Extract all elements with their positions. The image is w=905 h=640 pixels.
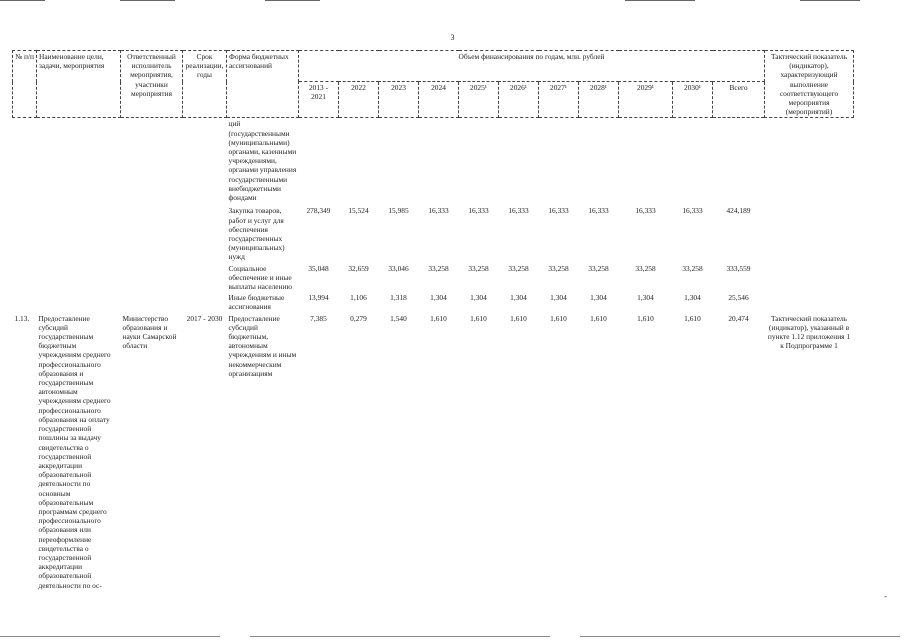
total-cell: 25,546 — [728, 293, 749, 303]
value-cell: 1,304 — [430, 293, 447, 303]
corner-mark: - — [884, 592, 887, 601]
table-row — [13, 292, 854, 312]
item-number: 1.13. — [14, 313, 30, 323]
value-cell: 16,333 — [508, 206, 529, 216]
top-rule — [625, 0, 695, 1]
value-cell: 33,258 — [682, 263, 703, 273]
total-cell: 333,559 — [726, 263, 751, 273]
value-cell: 13,994 — [308, 293, 329, 303]
value-cell: 33,046 — [388, 263, 409, 273]
year-header: 2026¹ — [499, 82, 539, 118]
page-number: 3 — [450, 33, 455, 42]
value-cell: 16,333 — [428, 206, 449, 216]
form-cell: ций (государственными (муниципальными) органами, казенными учреждениями, органами управления государственными внебюджетными фондами — [228, 119, 297, 203]
value-cell: 16,333 — [635, 206, 656, 216]
header-executor: Ответственный исполнитель мероприятия, участники мероприятия — [121, 51, 183, 118]
year-header: 2030¹ — [673, 82, 713, 118]
financing-table — [12, 50, 854, 591]
form-cell: Закупка товаров, работ и услуг для обеспечения государственных (муниципальных) нужд — [228, 206, 285, 262]
value-cell: 16,333 — [548, 206, 569, 216]
value-cell: 35,048 — [308, 263, 329, 273]
header-form: Форма бюджетных ассигнований — [227, 51, 299, 118]
year-header: 2013 - 2021 — [299, 82, 339, 118]
header-term: Срок реализации, годы — [183, 51, 227, 118]
value-cell: 1,610 — [430, 313, 447, 323]
value-cell: 0,279 — [350, 313, 367, 323]
value-cell: 33,258 — [508, 263, 529, 273]
header-name: Наименование цели, задачи, мероприятия — [37, 51, 121, 118]
item-term: 2017 - 2030 — [186, 313, 223, 323]
total-cell: 424,189 — [726, 206, 751, 216]
year-header: 2024 — [419, 82, 459, 118]
value-cell: 1,610 — [637, 313, 654, 323]
value-cell: 1,610 — [590, 313, 607, 323]
header-tactic: Тактический показатель (индикатор), характеризующий выполнение соответствующего мероприятия (мероприятий) — [765, 51, 854, 118]
header-volume: Объем финансирования по годам, млн. рублей — [299, 51, 765, 82]
value-cell: 15,985 — [388, 206, 409, 216]
value-cell: 1,304 — [637, 293, 654, 303]
bottom-rule — [580, 636, 900, 637]
year-header: 2025¹ — [459, 82, 499, 118]
bottom-rule — [0, 636, 220, 637]
value-cell: 1,106 — [350, 293, 367, 303]
tactic-indicator: Тактический показатель (индикатор), указанный в пункте 1.12 приложения 1 к Подпрограмме 1 — [767, 313, 851, 351]
value-cell: 33,258 — [548, 263, 569, 273]
value-cell: 1,304 — [590, 293, 607, 303]
value-cell: 1,304 — [510, 293, 527, 303]
item-name: Предоставление субсидий государственным бюджетным учреждениям среднего профессионального образования и государственным автономным учреждениям среднего профессионального образования на оплату государственной пошлины за выдачу свидетельства о государственной аккредитации образовательной деятельности по основным образовательным программам среднего профессионального образования или переоформление свидетельства о государственной аккредитации образовательной деятельности по ос- — [38, 313, 111, 590]
table-row — [13, 263, 854, 293]
value-cell: 33,258 — [635, 263, 656, 273]
top-rule — [800, 0, 860, 1]
value-cell: 1,304 — [550, 293, 567, 303]
table-row — [13, 313, 854, 591]
table-row — [13, 205, 854, 262]
value-cell: 1,318 — [390, 293, 407, 303]
year-header: 2027¹ — [539, 82, 579, 118]
top-rule — [0, 0, 45, 1]
year-header: 2029¹ — [619, 82, 673, 118]
value-cell: 7,385 — [310, 313, 327, 323]
value-cell: 33,258 — [428, 263, 449, 273]
value-cell: 16,333 — [682, 206, 703, 216]
header-num: № п/п — [13, 51, 37, 118]
top-rule — [265, 0, 320, 1]
value-cell: 1,610 — [470, 313, 487, 323]
value-cell: 16,333 — [588, 206, 609, 216]
form-cell: Предоставление субсидий бюджетным, автономным учреждениям и иным некоммерческим организациям — [228, 313, 297, 378]
form-cell: Иные бюджетные ассигнования — [228, 293, 285, 312]
bottom-rule — [250, 636, 550, 637]
value-cell: 33,258 — [588, 263, 609, 273]
value-cell: 278,349 — [306, 206, 331, 216]
value-cell: 1,610 — [510, 313, 527, 323]
year-header: Всего — [713, 82, 765, 118]
value-cell: 1,304 — [684, 293, 701, 303]
value-cell: 33,258 — [468, 263, 489, 273]
top-rule — [120, 0, 175, 1]
value-cell: 1,610 — [550, 313, 567, 323]
total-cell: 20,474 — [728, 313, 749, 323]
value-cell: 1,304 — [470, 293, 487, 303]
value-cell: 32,659 — [348, 263, 369, 273]
year-header: 2023 — [379, 82, 419, 118]
form-cell: Социальное обеспечение и иные выплаты населению — [228, 263, 293, 292]
value-cell: 15,524 — [348, 206, 369, 216]
value-cell: 1,540 — [390, 313, 407, 323]
value-cell: 1,610 — [684, 313, 701, 323]
table-row — [13, 118, 854, 206]
year-header: 2022 — [339, 82, 379, 118]
item-executor: Министерство образования и науки Самарской области — [122, 313, 177, 351]
year-header: 2028¹ — [579, 82, 619, 118]
value-cell: 16,333 — [468, 206, 489, 216]
